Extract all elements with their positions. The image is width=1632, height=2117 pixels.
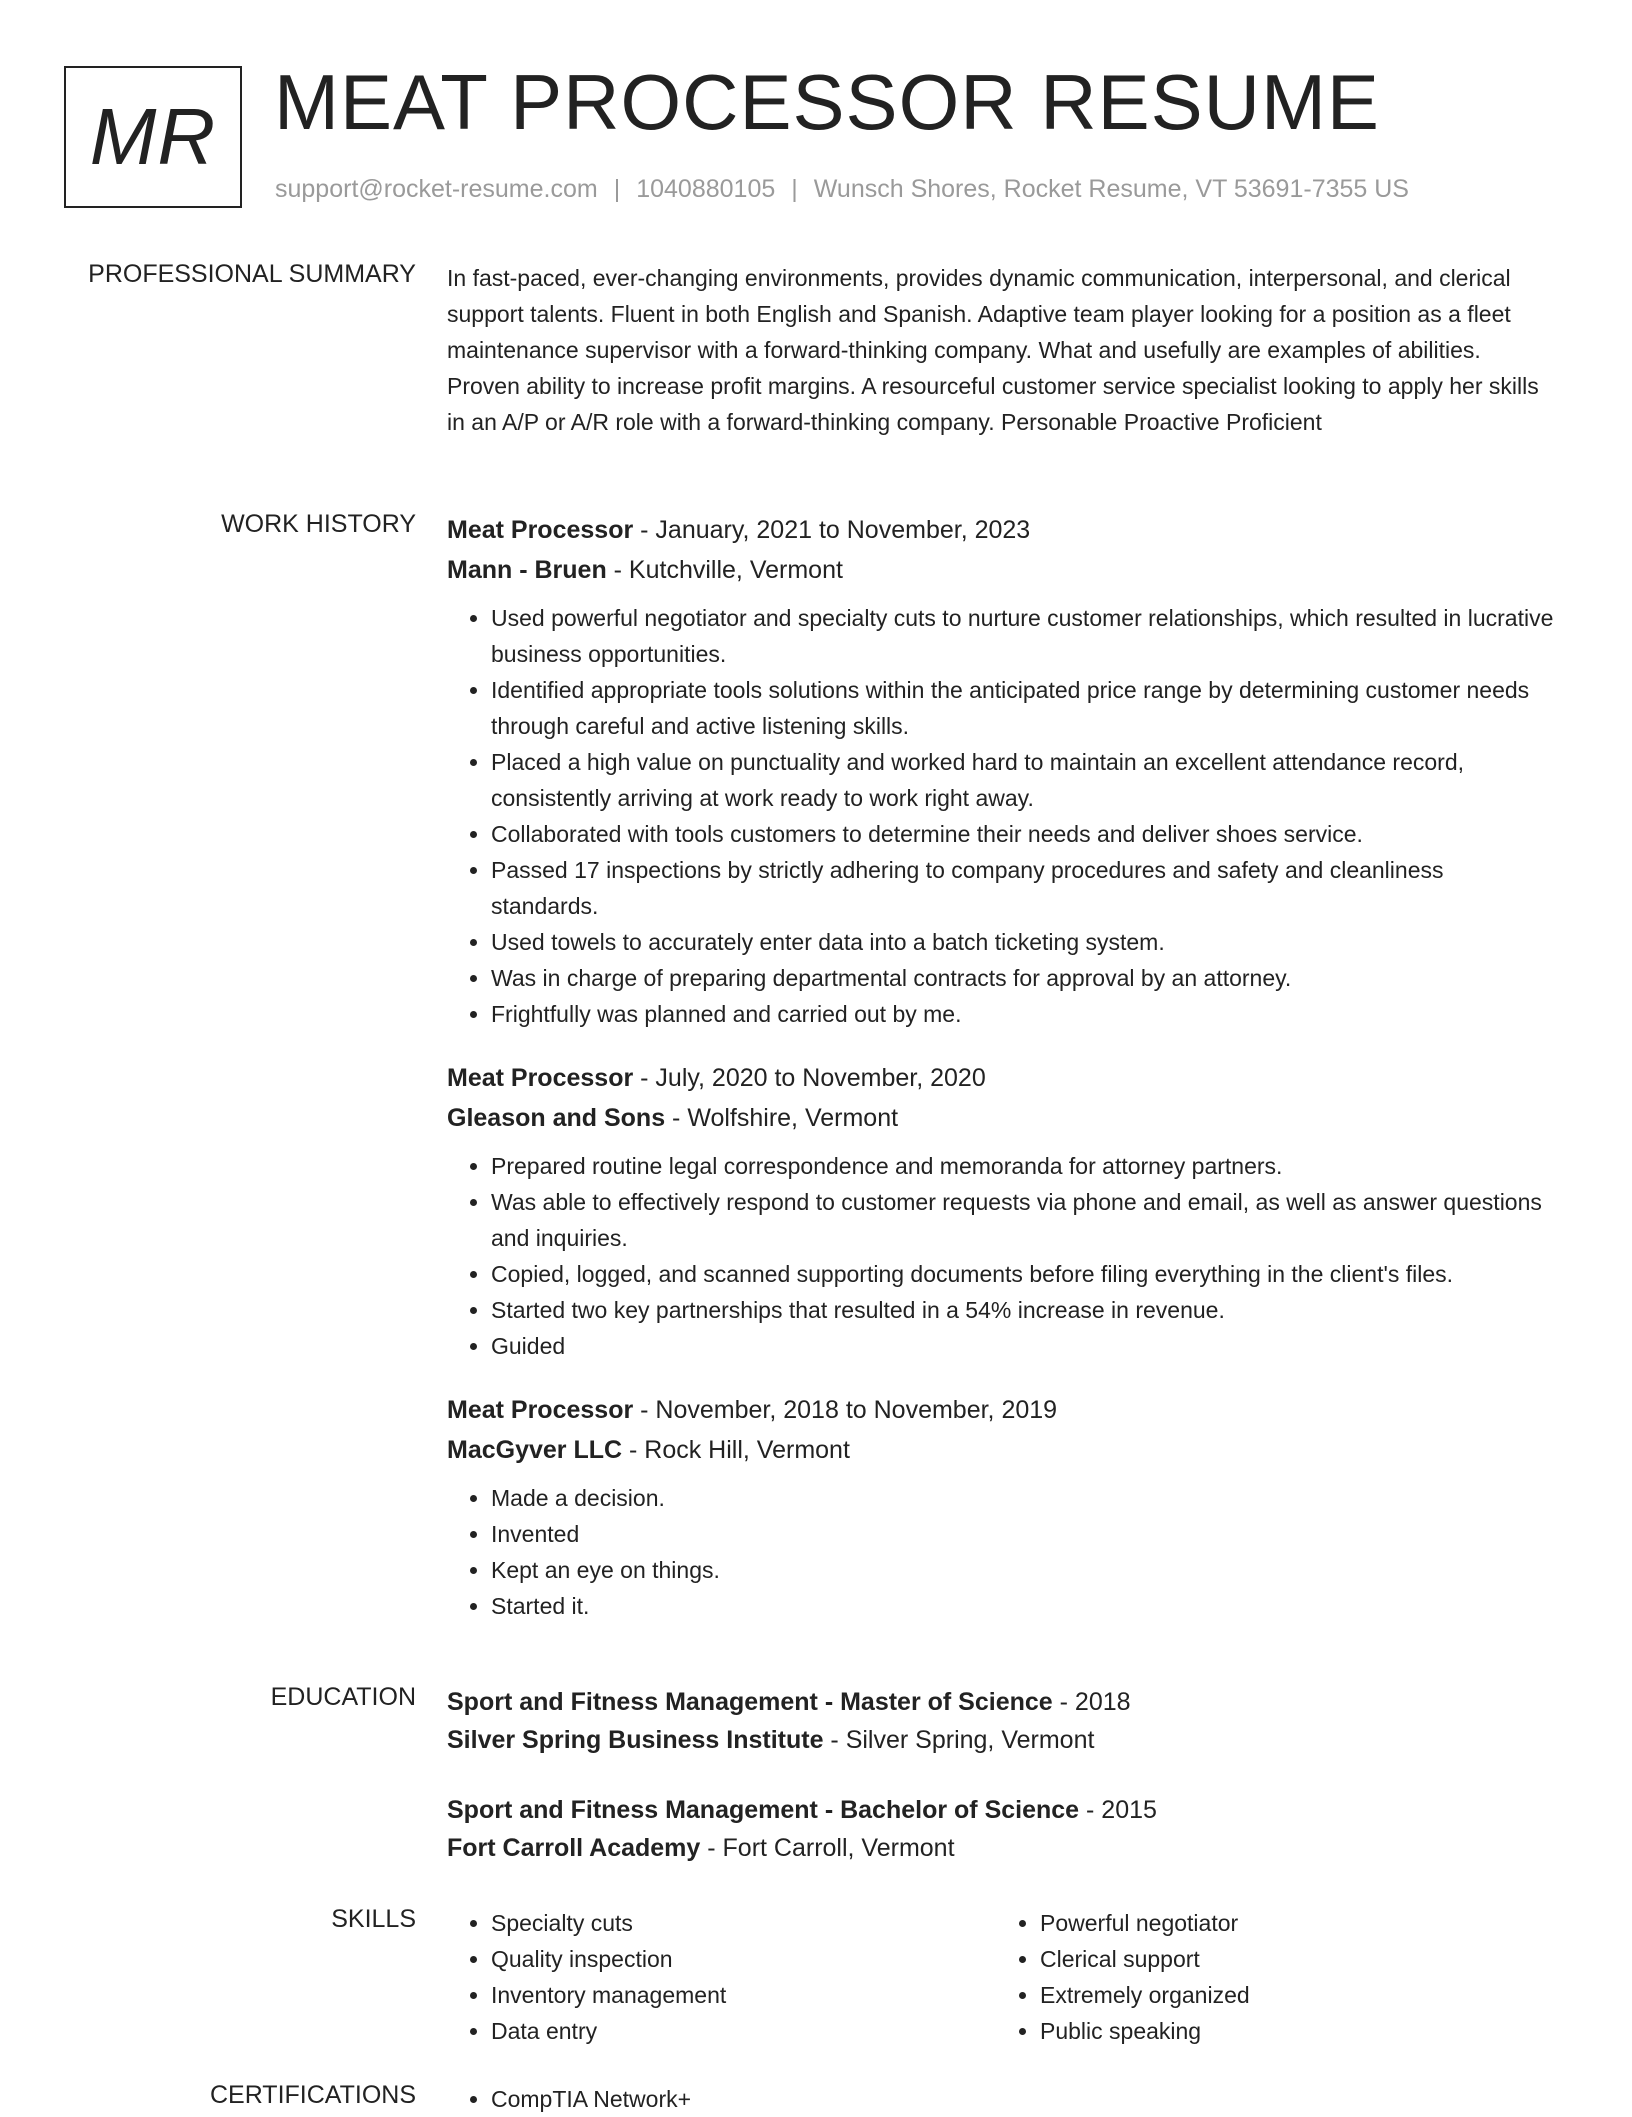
education-degree: Sport and Fitness Management - Master of Science <box>447 1688 1053 1716</box>
job-bullet: • Invented <box>491 1516 1557 1552</box>
job-location: - Wolfshire, Vermont <box>665 1104 899 1132</box>
section-label-summary: PROFESSIONAL SUMMARY <box>88 260 416 288</box>
contact-separator: | <box>613 175 621 203</box>
summary-text: In fast-paced, ever-changing environments, provides dynamic communication, interpersonal, and clerical support talents. Fluent in both English and Spanish. Adaptive team player looking for a position as a fleet maintenance supervisor with a forward-thinking company. What and usefully are examples of abilities. Proven ability to increase profit margins. A resourceful customer service specialist looking to apply her skills in an A/P or A/R role with a forward-thinking company. Personable Proactive Proficient <box>447 265 1539 435</box>
job-bullets <box>447 1480 1557 1624</box>
job-dates: - July, 2020 to November, 2020 <box>633 1064 986 1092</box>
job-bullet: • Was in charge of preparing departmental contracts for approval by an attorney. <box>491 960 1557 996</box>
education-degree-line <box>447 1791 1557 1829</box>
education-entry <box>447 1791 1557 1867</box>
education-year: - 2015 <box>1079 1796 1157 1824</box>
job-bullet: • Made a decision. <box>491 1480 1557 1516</box>
job-title: Meat Processor <box>447 516 634 544</box>
job-title-line <box>447 1390 1557 1430</box>
job-entry <box>447 510 1557 1032</box>
skills-column-left <box>447 1905 996 2049</box>
education-degree: Sport and Fitness Management - Bachelor of Science <box>447 1796 1080 1824</box>
job-title-line <box>447 510 1557 550</box>
job-bullets <box>447 600 1557 1032</box>
job-bullet: • Started two key partnerships that resulted in a 54% increase in revenue. <box>491 1292 1557 1328</box>
job-location: - Kutchville, Vermont <box>606 556 843 584</box>
resume-title: MEAT PROCESSOR RESUME <box>274 58 1380 146</box>
job-bullet: • Identified appropriate tools solutions within the anticipated price range by determining customer needs through careful and active listening skills. <box>491 672 1557 744</box>
job-bullet: • Kept an eye on things. <box>491 1552 1557 1588</box>
job-bullet: • Collaborated with tools customers to determine their needs and deliver shoes service. <box>491 816 1557 852</box>
monogram-box <box>64 66 242 208</box>
education-location: - Silver Spring, Vermont <box>823 1726 1095 1754</box>
job-bullet: • Prepared routine legal correspondence and memoranda for attorney partners. <box>491 1148 1557 1184</box>
job-company: MacGyver LLC <box>447 1436 623 1464</box>
certification-item: • CompTIA Network+ <box>491 2081 996 2117</box>
job-title: Meat Processor <box>447 1064 634 1092</box>
skill-item: • Clerical support <box>1040 1941 1545 1977</box>
contact-separator: | <box>791 175 798 203</box>
job-bullet: • Passed 17 inspections by strictly adhering to company procedures and safety and cleanliness standards. <box>491 852 1557 924</box>
monogram-initials: MR <box>89 92 217 181</box>
skill-item: • Public speaking <box>1040 2013 1545 2049</box>
education-year: - 2018 <box>1052 1688 1131 1716</box>
education-entry <box>447 1683 1557 1759</box>
job-dates: - January, 2021 to November, 2023 <box>633 516 1031 544</box>
contact-phone: 1040880105 <box>636 175 776 203</box>
education-degree-line <box>447 1683 1557 1721</box>
skill-item: • Powerful negotiator <box>1040 1905 1545 1941</box>
skills-column-right <box>996 1905 1545 2049</box>
job-bullet: • Started it. <box>491 1588 1557 1624</box>
section-label-work: WORK HISTORY <box>221 510 416 538</box>
job-company: Gleason and Sons <box>447 1104 666 1132</box>
education-school-line <box>447 1721 1557 1759</box>
job-company: Mann - Bruen <box>447 556 607 584</box>
job-entry <box>447 1058 1557 1364</box>
job-bullet: • Placed a high value on punctuality and worked hard to maintain an excellent attendance record, consistently arriving at work ready to work right away. <box>491 744 1557 816</box>
job-title: Meat Processor <box>447 1396 634 1424</box>
section-label-skills: SKILLS <box>331 1905 416 1933</box>
skill-item: • Specialty cuts <box>491 1905 996 1941</box>
section-label-education: EDUCATION <box>270 1683 416 1711</box>
job-bullets <box>447 1148 1557 1364</box>
section-label-certifications: CERTIFICATIONS <box>209 2081 416 2109</box>
contact-address: Wunsch Shores, Rocket Resume, VT 53691-7355 US <box>813 175 1409 203</box>
job-bullet: • Was able to effectively respond to customer requests via phone and email, as well as answer questions and inquiries. <box>491 1184 1557 1256</box>
education-location: - Fort Carroll, Vermont <box>700 1834 955 1862</box>
skill-item: • Extremely organized <box>1040 1977 1545 2013</box>
contact-line <box>275 175 1409 204</box>
job-bullet: • Used powerful negotiator and specialty cuts to nurture customer relationships, which resulted in lucrative business opportunities. <box>491 600 1557 672</box>
skill-item: • Inventory management <box>491 1977 996 2013</box>
education-school: Silver Spring Business Institute <box>447 1726 824 1754</box>
job-bullet: • Copied, logged, and scanned supporting documents before filing everything in the client's files. <box>491 1256 1557 1292</box>
job-company-line <box>447 550 1557 590</box>
skill-item: • Data entry <box>491 2013 996 2049</box>
job-location: - Rock Hill, Vermont <box>622 1436 850 1464</box>
skills-grid <box>447 1905 1557 2049</box>
job-company-line <box>447 1098 1557 1138</box>
education-school: Fort Carroll Academy <box>447 1834 701 1862</box>
job-bullet: • Guided <box>491 1328 1557 1364</box>
job-bullet: • Used towels to accurately enter data into a batch ticketing system. <box>491 924 1557 960</box>
job-company-line <box>447 1430 1557 1470</box>
job-dates: - November, 2018 to November, 2019 <box>633 1396 1058 1424</box>
job-entry <box>447 1390 1557 1624</box>
job-title-line <box>447 1058 1557 1098</box>
job-bullet: • Frightfully was planned and carried out by me. <box>491 996 1557 1032</box>
contact-email: support@rocket-resume.com <box>275 175 598 203</box>
education-school-line <box>447 1829 1557 1867</box>
skill-item: • Quality inspection <box>491 1941 996 1977</box>
